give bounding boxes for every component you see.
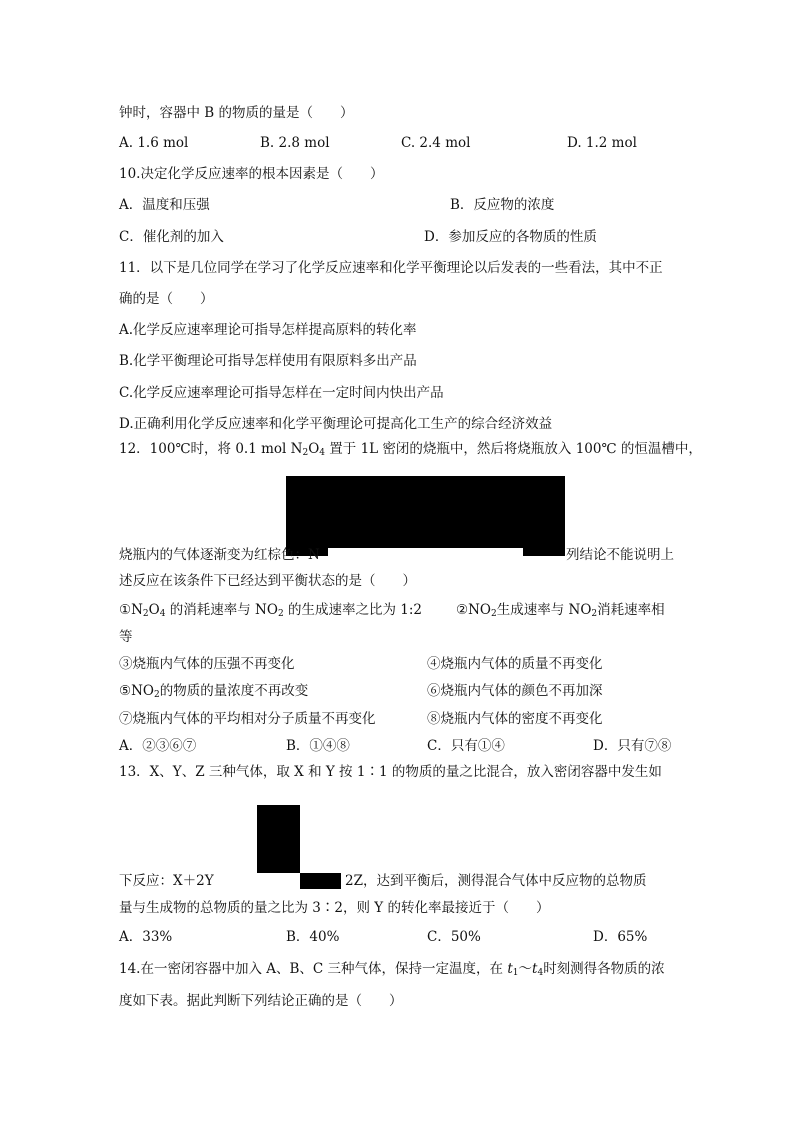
q12-stem-line2-left: 烧瓶内的气体逐渐变为红棕色：N	[119, 547, 320, 563]
q9-stem-continuation: 钟时，容器中 B 的物质的量是（ ）	[119, 105, 354, 121]
redacted-equation-block-right	[523, 548, 565, 556]
q12-line1-sub4: 4	[319, 448, 325, 458]
q12-statement-6: ⑥烧瓶内气体的颜色不再加深	[427, 683, 603, 699]
q12-statement-8: ⑧烧瓶内气体的密度不再变化	[427, 711, 603, 727]
q12-option-c: C．只有①④	[427, 738, 505, 754]
q12-statement-5: $⑤NO_2$的物质的量浓度不再改变	[119, 683, 309, 700]
redacted-arrow-block-bottom	[300, 873, 341, 889]
q10-stem: 10.决定化学反应速率的根本因素是（ ）	[119, 166, 384, 182]
q13-stem-line3: 量与生成物的总物质的量之比为 3∶2，则 Y 的转化率最接近于（ ）	[119, 900, 550, 916]
q12-statement-3: ③烧瓶内气体的压强不再变化	[119, 656, 295, 672]
q11-stem-line1: 11．以下是几位同学在学习了化学反应速率和化学平衡理论以后发表的一些看法，其中不正	[119, 260, 663, 276]
q12-line1-part2: 置于 1L 密闭的烧瓶中，然后将烧瓶放入 100℃ 的恒温槽中，	[325, 441, 702, 457]
q10-option-a: A．温度和压强	[119, 197, 210, 213]
q14-stem-line2: 度如下表。据此判断下列结论正确的是（ ）	[119, 993, 403, 1009]
q11-option-a: A.化学反应速率理论可指导怎样提高原料的转化率	[119, 322, 417, 338]
q12-statement-1: $①N_2O_4$ 的消耗速率与 $NO_2$ 的生成速率之比为 1:2	[119, 602, 422, 619]
q12-stem-line3: 述反应在该条件下已经达到平衡状态的是（ ）	[119, 573, 416, 589]
q12-stem-line2-right: 列结论不能说明上	[566, 547, 674, 563]
q12-option-b: B．①④⑧	[286, 738, 350, 754]
q10-option-b: B．反应物的浓度	[450, 197, 555, 213]
q12-option-d: D．只有⑦⑧	[593, 738, 672, 754]
q9-option-b: B. 2.8 mol	[260, 135, 330, 151]
q13-stem-line1: 13．X、Y、Z 三种气体，取 X 和 Y 按 1∶1 的物质的量之比混合，放入密闭容器中发生如	[119, 764, 662, 780]
redacted-arrow-block-top	[257, 805, 300, 873]
q12-statement-7: ⑦烧瓶内气体的平均相对分子质量不再变化	[119, 711, 376, 727]
q13-option-d: D．65%	[593, 929, 648, 945]
q12-statement-4: ④烧瓶内气体的质量不再变化	[427, 656, 603, 672]
q10-option-d: D．参加反应的各物质的性质	[424, 229, 597, 245]
q14-stem-line1: 14.在一密闭容器中加入 A、B、C 三种气体，保持一定温度，在 $t_1\sim t_4$时刻测得各物质的浓	[119, 961, 665, 978]
redacted-equation-block	[286, 476, 565, 548]
q13-stem-line2-left: 下反应：X＋2Y	[119, 873, 214, 889]
q12-line1-o: O	[308, 441, 320, 457]
q10-option-c: C．催化剂的加入	[119, 229, 224, 245]
q13-option-a: A．33%	[119, 929, 173, 945]
q12-line1-sub2: 2	[302, 448, 309, 458]
q9-option-d: D. 1.2 mol	[567, 135, 637, 151]
q13-option-c: C．50%	[427, 929, 481, 945]
q12-line1-part1: 12．100℃时，将 0.1 mol N	[119, 441, 303, 457]
q12-statement-2: $②NO_2$生成速率与 $NO_2$消耗速率相	[456, 602, 665, 619]
q9-option-a: A. 1.6 mol	[119, 135, 189, 151]
q13-option-b: B．40%	[286, 929, 340, 945]
q9-option-c: C. 2.4 mol	[401, 135, 471, 151]
q13-stem-line2-right: 2Z，达到平衡后，测得混合气体中反应物的总物质	[345, 873, 647, 889]
q11-option-b: B.化学平衡理论可指导怎样使用有限原料多出产品	[119, 353, 417, 369]
q11-stem-line2: 确的是（ ）	[119, 291, 214, 307]
q12-option-a: A．②③⑥⑦	[119, 738, 197, 754]
q11-option-d: D.正确利用化学反应速率和化学平衡理论可提高化工生产的综合经济效益	[119, 416, 553, 432]
q11-option-c: C.化学反应速率理论可指导怎样在一定时间内快出产品	[119, 385, 444, 401]
q12-stem-line1	[119, 440, 702, 458]
q12-statement-2-cont: 等	[119, 629, 133, 645]
